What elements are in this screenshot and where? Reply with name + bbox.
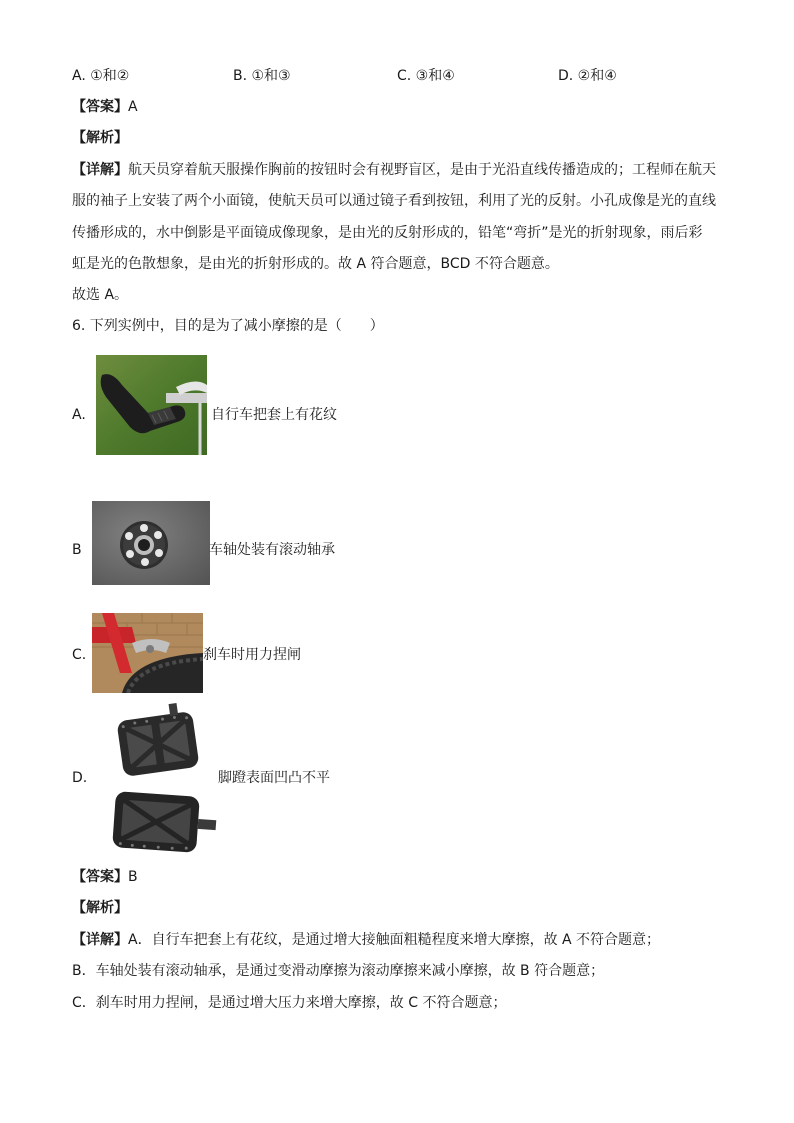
option-d: D. ②和④ — [558, 68, 617, 84]
answer-value: A — [128, 99, 138, 115]
option-c: C. ③和④ — [397, 68, 455, 84]
option-a: A. ①和② — [72, 68, 130, 84]
bicycle-brake-photo — [92, 613, 203, 693]
q6-option-a-letter: A. — [72, 407, 86, 423]
q6-option-b-text: 车轴处装有滚动轴承 — [209, 542, 335, 558]
q6-answer-line — [72, 867, 138, 887]
q6-option-c-text: 刹车时用力捏闸 — [203, 647, 301, 663]
q6-option-d-letter: D. — [72, 770, 88, 786]
q6-answer-tag: 【答案】 — [72, 869, 128, 885]
q6-detail-tag: 【详解】 — [72, 932, 128, 948]
q6-detail-line-3: C．刹车时用力捏闸，是通过增大压力来增大摩擦，故 C 不符合题意； — [72, 995, 507, 1011]
q6-detail-line-2: B．车轴处装有滚动轴承，是通过变滑动摩擦为滚动摩擦来减小摩擦，故 B 符合题意； — [72, 963, 605, 979]
conclusion: 故选 A。 — [72, 287, 129, 303]
detail-text: 航天员穿着航天服操作胸前的按钮时会有视野盲区，是由于光沿直线传播造成的；工程师在航天 — [128, 162, 716, 178]
answer-line — [72, 97, 138, 117]
q6-option-b-letter: B — [72, 542, 82, 558]
answer-tag: 【答案】 — [72, 99, 128, 115]
bicycle-grip-photo — [96, 355, 207, 455]
detail-line-3: 传播形成的，水中倒影是平面镜成像现象，是由光的反射形成的，铅笔“弯折”是光的折射现象，雨后彩 — [72, 225, 703, 241]
detail-line-1 — [72, 160, 716, 180]
detail-tag: 【详解】 — [72, 162, 128, 178]
q6-detail-line-1 — [72, 930, 660, 950]
analysis-label: 【解析】 — [72, 130, 128, 146]
q6-option-d-text: 脚蹬表面凹凸不平 — [218, 770, 330, 786]
q6-answer-value: B — [128, 869, 138, 885]
q6-option-a-text: 自行车把套上有花纹 — [211, 407, 337, 423]
q6-option-c-letter: C. — [72, 647, 87, 663]
detail-line-4: 虹是光的色散想象，是由光的折射形成的。故 A 符合题意，BCD 不符合题意。 — [72, 256, 559, 272]
q6-analysis-label: 【解析】 — [72, 900, 128, 916]
detail-line-2: 服的袖子上安装了两个小面镜，使航天员可以通过镜子看到按钮，利用了光的反射。小孔成像是光的直线 — [72, 193, 716, 209]
bicycle-pedals-photo — [100, 700, 220, 860]
option-b: B. ①和③ — [233, 68, 291, 84]
question-stem: 6. 下列实例中，目的是为了减小摩擦的是（ ） — [72, 318, 384, 334]
ball-bearing-photo — [92, 501, 210, 585]
q6-analysis-tag — [72, 898, 128, 918]
analysis-tag — [72, 128, 128, 148]
q6-detail-text: A．自行车把套上有花纹，是通过增大接触面粗糙程度来增大摩擦，故 A 不符合题意； — [128, 932, 661, 948]
